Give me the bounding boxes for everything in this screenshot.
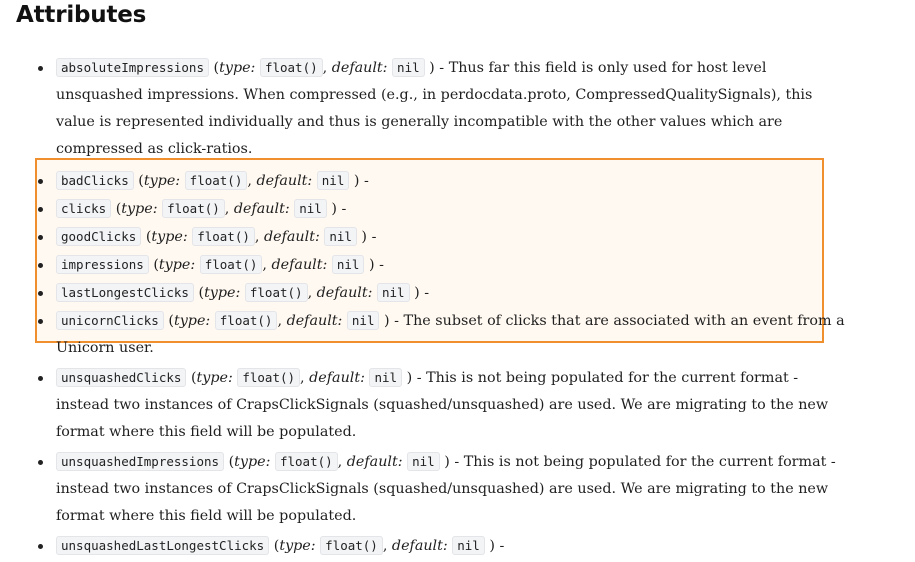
default-label: default:: [309, 370, 365, 386]
dash-separator: -: [499, 538, 505, 554]
attribute-default: nil: [452, 536, 485, 555]
page-title: Attributes: [16, 2, 147, 28]
attribute-default: nil: [347, 311, 380, 330]
attribute-name: impressions: [56, 255, 149, 274]
bullet-icon: [38, 544, 43, 549]
dash-separator: -: [364, 173, 369, 189]
attribute-default: nil: [369, 368, 402, 387]
close-paren: ): [364, 257, 375, 273]
dash-separator: -: [379, 257, 384, 273]
close-paren: ): [349, 173, 360, 189]
dash-separator: -: [454, 454, 460, 470]
attribute-type: float(): [192, 227, 255, 246]
bullet-icon: [38, 319, 43, 324]
bullet-icon: [38, 66, 43, 71]
attribute-list: [0, 54, 915, 560]
attribute-name: unicornClicks: [56, 311, 164, 330]
attribute-name: badClicks: [56, 171, 134, 190]
comma: ,: [277, 313, 283, 329]
attribute-default: nil: [377, 283, 410, 302]
dash-separator: -: [341, 201, 347, 217]
open-paren: (: [115, 201, 122, 217]
comma: ,: [322, 60, 328, 76]
dash-separator: -: [416, 370, 422, 386]
attribute-type: float(): [260, 58, 323, 77]
attribute-type: float(): [245, 283, 308, 302]
type-label: type:: [173, 313, 211, 329]
bullet-icon: [38, 263, 43, 268]
dash-separator: -: [424, 285, 430, 301]
attribute-type: float(): [185, 171, 248, 190]
default-label: default:: [286, 313, 343, 329]
attribute-name: unsquashedLastLongestClicks: [56, 536, 269, 555]
attribute-default: nil: [332, 255, 365, 274]
close-paren: ): [439, 454, 450, 470]
comma: ,: [337, 454, 343, 470]
attribute-default: nil: [294, 199, 327, 218]
open-paren: (: [190, 370, 197, 386]
close-paren: ): [326, 201, 337, 217]
attribute-item: [0, 364, 915, 446]
bullet-icon: [38, 235, 43, 240]
default-label: default:: [331, 60, 388, 76]
attribute-description: This is not being populated for the current format - instead two instances of CrapsClickSignals (squashed/unsquashed) are used. We are migrating to the new format where this field will be populated.: [56, 370, 829, 440]
open-paren: (: [228, 454, 235, 470]
open-paren: (: [168, 313, 174, 329]
default-label: default:: [263, 229, 320, 245]
type-label: type:: [143, 173, 181, 189]
close-paren: ): [484, 538, 495, 554]
attribute-default: nil: [392, 58, 425, 77]
default-label: default:: [233, 201, 290, 217]
comma: ,: [300, 370, 305, 386]
dash-separator: -: [371, 229, 377, 245]
attribute-default: nil: [407, 452, 440, 471]
attribute-type: float(): [162, 199, 225, 218]
attribute-type: float(): [215, 311, 278, 330]
type-label: type:: [234, 454, 271, 470]
type-label: type:: [151, 229, 188, 245]
attribute-item: [0, 195, 915, 223]
bullet-icon: [38, 460, 43, 465]
attribute-item: [0, 532, 915, 560]
bullet-icon: [38, 207, 43, 212]
close-paren: ): [379, 313, 390, 329]
comma: ,: [382, 538, 388, 554]
comma: ,: [247, 173, 252, 189]
attribute-item: [0, 167, 915, 195]
close-paren: ): [409, 285, 420, 301]
comma: ,: [254, 229, 260, 245]
dash-separator: -: [394, 313, 399, 329]
attribute-default: nil: [317, 171, 350, 190]
attribute-description: Thus far this field is only used for host level unsquashed impressions. When compressed (e.g., in perdocdata.proto, CompressedQualitySignals), this value is represented individually and thus is generally incompatible with the other values which are compressed as click-ratios.: [56, 60, 813, 157]
attribute-type: float(): [275, 452, 338, 471]
attribute-description: This is not being populated for the current format - instead two instances of CrapsClickSignals (squashed/unsquashed) are used. We are migrating to the new format where this field will be populated.: [56, 454, 836, 524]
attribute-name: clicks: [56, 199, 111, 218]
attribute-name: lastLongestClicks: [56, 283, 194, 302]
attribute-name: unsquashedClicks: [56, 368, 186, 387]
default-label: default:: [346, 454, 403, 470]
close-paren: ): [356, 229, 368, 245]
close-paren: ): [424, 60, 435, 76]
bullet-icon: [38, 376, 43, 381]
open-paren: (: [145, 229, 152, 245]
open-paren: (: [198, 285, 205, 301]
attribute-item: [0, 279, 915, 307]
default-label: default:: [271, 257, 328, 273]
attribute-name: absoluteImpressions: [56, 58, 209, 77]
attribute-type: float(): [237, 368, 300, 387]
type-label: type:: [279, 538, 316, 554]
bullet-icon: [38, 291, 43, 296]
open-paren: (: [213, 60, 220, 76]
attribute-description: The subset of clicks that are associated with an event from a Unicorn user.: [56, 313, 845, 356]
attribute-item: [0, 54, 915, 163]
open-paren: (: [153, 257, 159, 273]
type-label: type:: [121, 201, 158, 217]
type-label: type:: [204, 285, 241, 301]
type-label: type:: [196, 370, 233, 386]
open-paren: (: [273, 538, 280, 554]
attribute-name: unsquashedImpressions: [56, 452, 224, 471]
comma: ,: [262, 257, 267, 273]
close-paren: ): [402, 370, 413, 386]
type-label: type:: [219, 60, 256, 76]
type-label: type:: [158, 257, 196, 273]
default-label: default:: [256, 173, 313, 189]
open-paren: (: [138, 173, 144, 189]
attribute-item: [0, 223, 915, 251]
attribute-name: goodClicks: [56, 227, 141, 246]
attribute-type: float(): [320, 536, 383, 555]
attribute-item: [0, 448, 915, 530]
attribute-default: nil: [324, 227, 357, 246]
dash-separator: -: [439, 60, 445, 76]
attribute-item: [0, 251, 915, 279]
default-label: default:: [391, 538, 448, 554]
bullet-icon: [38, 179, 43, 184]
comma: ,: [307, 285, 313, 301]
attribute-type: float(): [200, 255, 263, 274]
comma: ,: [224, 201, 230, 217]
default-label: default:: [316, 285, 373, 301]
attribute-item: [0, 307, 915, 362]
